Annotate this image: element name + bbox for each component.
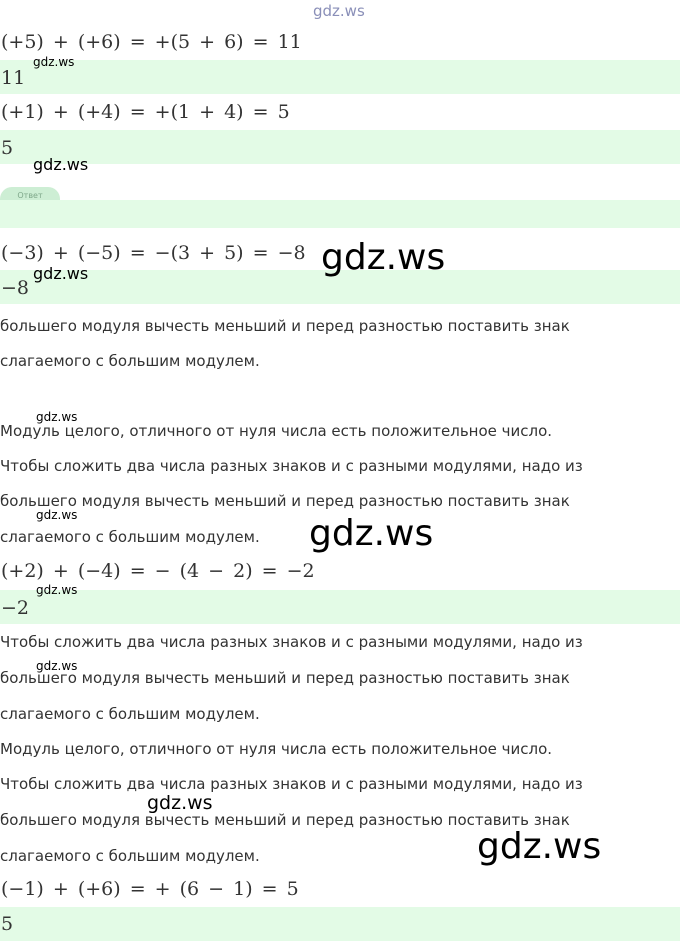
answer-1: 11 [1,67,26,89]
watermark: gdz.ws [36,583,78,597]
rule-line: слагаемого с большим модулем. [0,847,260,865]
watermark: gdz.ws [36,410,78,424]
rule-line: слагаемого с большим модулем. [0,528,260,546]
rule-line: большего модуля вычесть меньший и перед разностью поставить знак [0,811,570,829]
watermark: gdz.ws [33,55,75,69]
equation-1: (+5) + (+6) = +(5 + 6) = 11 [1,31,302,53]
rule-line: слагаемого с большим модулем. [0,705,260,723]
rule-line: большего модуля вычесть меньший и перед разностью поставить знак [0,669,570,687]
rule-line: большего модуля вычесть меньший и перед разностью поставить знак [0,317,570,335]
equation-3: (−3) + (−5) = −(3 + 5) = −8 [1,242,306,264]
answer-band-4 [0,590,680,624]
watermark-top: gdz.ws [313,2,365,20]
answer-badge: Ответ [0,187,60,200]
answer-band-1 [0,60,680,94]
watermark: gdz.ws [33,264,89,283]
watermark: gdz.ws [33,155,89,174]
rule-line: большего модуля вычесть меньший и перед разностью поставить знак [0,492,570,510]
watermark: gdz.ws [321,237,446,278]
badge-band [0,200,680,228]
answer-band-5 [0,907,680,941]
rule-line: Чтобы сложить два числа разных знаков и с разными модулями, надо из [0,633,583,651]
equation-4: (+2) + (−4) = − (4 − 2) = −2 [1,560,315,582]
rule-line: слагаемого с большим модулем. [0,352,260,370]
answer-4: −2 [1,597,30,619]
watermark: gdz.ws [147,792,213,814]
rule-line: Чтобы сложить два числа разных знаков и с разными модулями, надо из [0,775,583,793]
modulus-rule: Модуль целого, отличного от нуля числа есть положительное число. [0,422,553,440]
answer-5: 5 [1,913,14,935]
rule-line: Чтобы сложить два числа разных знаков и с разными модулями, надо из [0,457,583,475]
watermark: gdz.ws [36,508,78,522]
modulus-rule: Модуль целого, отличного от нуля числа есть положительное число. [0,740,553,758]
answer-2: 5 [1,137,14,159]
watermark: gdz.ws [36,659,78,673]
equation-2: (+1) + (+4) = +(1 + 4) = 5 [1,101,290,123]
equation-5: (−1) + (+6) = + (6 − 1) = 5 [1,878,299,900]
watermark: gdz.ws [309,513,434,554]
answer-band-2 [0,130,680,164]
answer-3: −8 [1,277,30,299]
watermark: gdz.ws [477,826,602,867]
